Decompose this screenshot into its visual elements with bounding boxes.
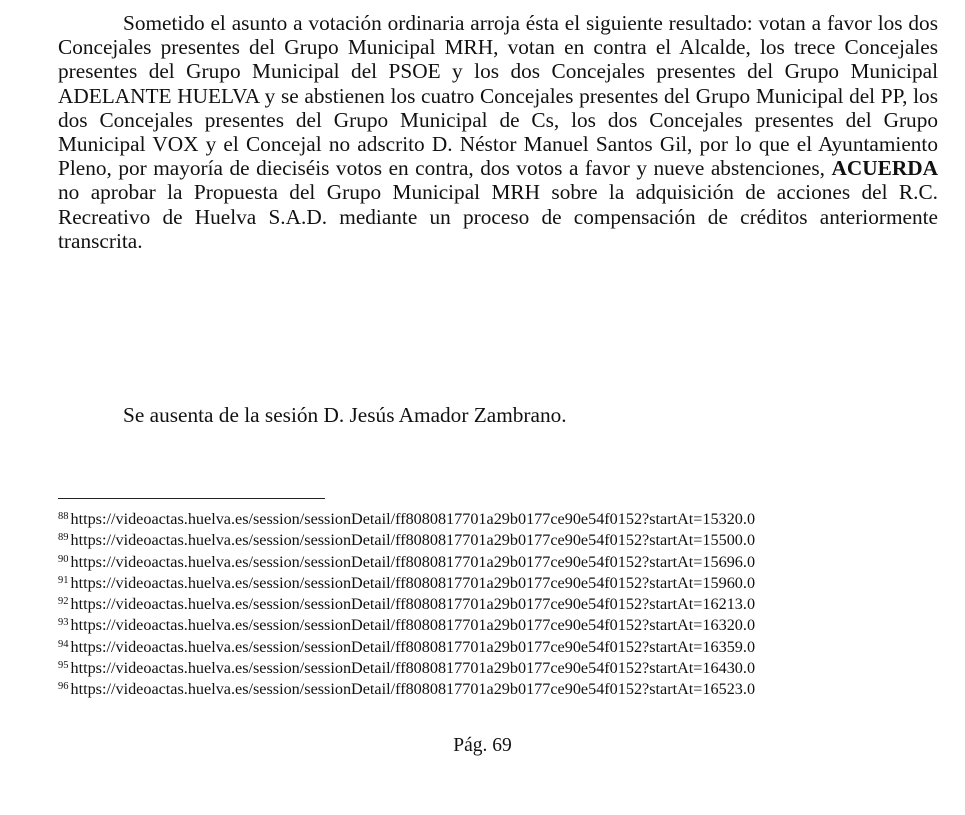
footnote-item — [58, 573, 755, 594]
footnote-url[interactable]: https://videoactas.huelva.es/session/sessionDetail/ff8080817701a29b0177ce90e54f0152?startAt=15320.0 — [70, 510, 756, 528]
footnote-number: 95 — [58, 660, 69, 672]
paragraph-text-before-bold: Sometido el asunto a votación ordinaria arroja ésta el siguiente resultado: votan a favor los dos Concejales presentes del Grupo Municipal MRH, votan en contra el Alcalde, los trece Concejales presentes del Grupo Municipal del PSOE y los dos Concejales presentes del Grupo Municipal ADELANTE HUELVA y se abstienen los cuatro Concejales presentes del Grupo Municipal del PP, los dos Concejales presentes del Grupo Municipal de Cs, los dos Concejales presentes del Grupo Municipal VOX y el Concejal no adscrito D. Néstor Manuel Santos Gil, por lo que el Ayuntamiento Pleno, por mayoría de dieciséis votos en contra, dos votos a favor y nueve abstenciones, — [58, 11, 938, 181]
footnote-item — [58, 658, 755, 679]
footnote-url[interactable]: https://videoactas.huelva.es/session/sessionDetail/ff8080817701a29b0177ce90e54f0152?startAt=16523.0 — [70, 680, 756, 699]
footnote-item — [58, 530, 755, 551]
footnote-number: 91 — [58, 574, 69, 586]
page-number: Pág. 69 — [453, 735, 512, 756]
footnote-url[interactable]: https://videoactas.huelva.es/session/sessionDetail/ff8080817701a29b0177ce90e54f0152?startAt=15696.0 — [70, 552, 756, 571]
footnote-item — [58, 552, 755, 573]
footnote-item — [58, 637, 755, 658]
footnote-url[interactable]: https://videoactas.huelva.es/session/sessionDetail/ff8080817701a29b0177ce90e54f0152?startAt=15500.0 — [70, 531, 756, 550]
footnote-number: 92 — [58, 596, 69, 608]
paragraph-text-after-bold: no aprobar la Propuesta del Grupo Municipal MRH sobre la adquisición de acciones del R.C. Recreativo de Huelva S.A.D. mediante un proceso de compensación de créditos anteriormente transcrita. — [58, 180, 938, 253]
footnote-url[interactable]: https://videoactas.huelva.es/session/sessionDetail/ff8080817701a29b0177ce90e54f0152?startAt=15960.0 — [70, 573, 756, 592]
footnote-item — [58, 594, 755, 615]
footnote-separator — [58, 498, 325, 499]
footnote-item — [58, 509, 755, 530]
footnotes-list — [58, 509, 755, 701]
absence-note: Se ausenta de la sesión D. Jesús Amador Zambrano. — [123, 403, 567, 427]
footnote-number: 93 — [58, 617, 69, 629]
acuerda-bold-word: ACUERDA — [831, 156, 938, 181]
footnote-number: 89 — [58, 532, 69, 544]
footnote-number: 96 — [58, 681, 69, 693]
footnote-url[interactable]: https://videoactas.huelva.es/session/sessionDetail/ff8080817701a29b0177ce90e54f0152?startAt=16359.0 — [70, 637, 756, 656]
voting-result-paragraph — [58, 11, 938, 253]
footnote-number: 90 — [58, 553, 69, 565]
footnote-url[interactable]: https://videoactas.huelva.es/session/sessionDetail/ff8080817701a29b0177ce90e54f0152?startAt=16430.0 — [70, 659, 756, 678]
footnote-number: 88 — [58, 511, 69, 522]
footnote-item — [58, 679, 755, 700]
footnote-item — [58, 615, 755, 636]
footnote-number: 94 — [58, 638, 69, 650]
footnote-url[interactable]: https://videoactas.huelva.es/session/sessionDetail/ff8080817701a29b0177ce90e54f0152?startAt=16213.0 — [70, 595, 756, 614]
footnote-url[interactable]: https://videoactas.huelva.es/session/sessionDetail/ff8080817701a29b0177ce90e54f0152?startAt=16320.0 — [70, 616, 756, 635]
